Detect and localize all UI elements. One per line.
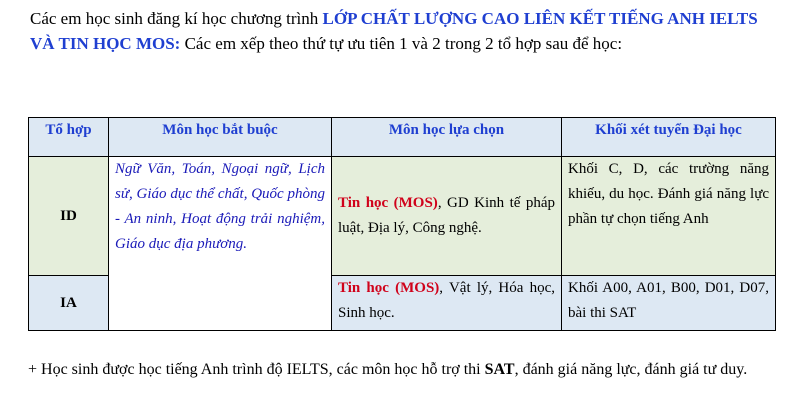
- elective-subjects-cell: [332, 157, 562, 276]
- note-text-part2: , đánh giá năng lực, đánh giá tư duy.: [514, 361, 748, 378]
- university-blocks-cell: Khối C, D, các trường năng khiếu, du học. Đánh giá năng lực phần tự chọn tiếng Anh: [562, 157, 776, 276]
- elective-subjects-cell: [332, 276, 562, 331]
- elective-rest: , Vật lý, Hóa học, Sinh học.: [338, 280, 556, 321]
- header-university-blocks: Khối xét tuyển Đại học: [562, 118, 776, 157]
- required-subjects-cell: Ngữ Văn, Toán, Ngoại ngữ, Lịch sử, Giáo dục thể chất, Quốc phòng - An ninh, Hoạt động trải nghiệm, Giáo dục địa phương.: [109, 157, 332, 331]
- combination-code: IA: [29, 276, 109, 331]
- intro-text-before: Các em học sinh đăng kí học chương trình: [30, 9, 323, 28]
- note-sat-bold: SAT: [484, 361, 515, 378]
- table-header-row: [29, 118, 776, 157]
- subject-combination-table: [28, 117, 776, 331]
- note-text-part1: + Học sinh được học tiếng Anh trình độ IELTS, các môn học hỗ trợ thi: [28, 361, 485, 378]
- table-row: [29, 157, 776, 276]
- header-elective-subjects: Môn học lựa chọn: [332, 118, 562, 157]
- intro-paragraph: [30, 6, 780, 56]
- university-blocks-cell: Khối A00, A01, B00, D01, D07, bài thi SAT: [562, 276, 776, 331]
- program-name-highlight: LỚP CHẤT LƯỢNG CAO LIÊN KẾT TIẾNG ANH IELTS VÀ TIN HỌC MOS:: [30, 9, 758, 53]
- header-combination: Tổ hợp: [29, 118, 109, 157]
- elective-highlight: Tin học (MOS): [338, 195, 438, 211]
- intro-text-after: Các em xếp theo thứ tự ưu tiên 1 và 2 trong 2 tổ hợp sau để học:: [180, 34, 623, 53]
- elective-rest: , GD Kinh tế pháp luật, Địa lý, Công nghệ.: [338, 195, 556, 236]
- elective-highlight: Tin học (MOS): [338, 280, 440, 296]
- header-required-subjects: Môn học bắt buộc: [109, 118, 332, 157]
- footnote-paragraph: [28, 358, 778, 382]
- combination-code: ID: [29, 157, 109, 276]
